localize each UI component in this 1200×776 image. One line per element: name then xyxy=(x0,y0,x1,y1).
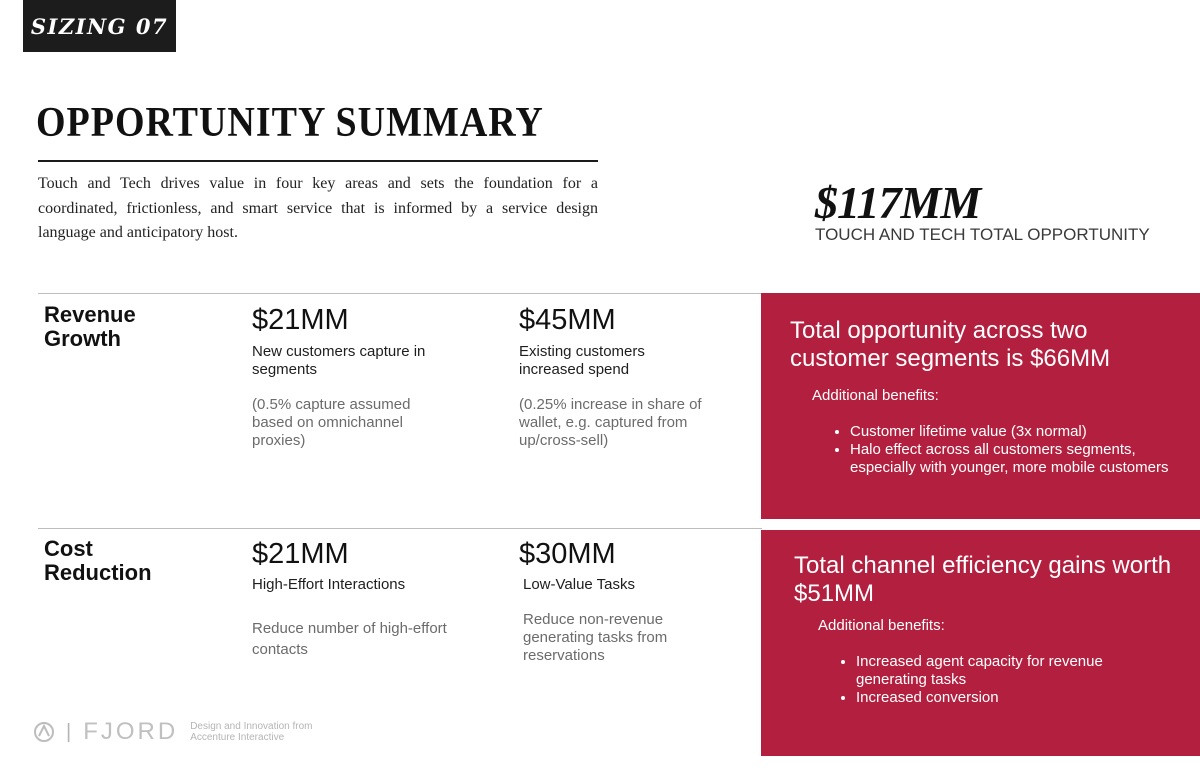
row-title-revenue-growth: Revenue Growth xyxy=(44,302,136,351)
footer-separator: | xyxy=(66,720,72,743)
cost-summary-panel xyxy=(761,530,1200,756)
row-divider xyxy=(38,528,762,529)
section-tag: SIZING 07 xyxy=(23,0,176,52)
benefit-item: • Increased agent capacity for revenue generating tasks xyxy=(856,653,1166,689)
metric-description: High-Effort Interactions xyxy=(252,576,406,593)
metric-value: $21MM xyxy=(252,538,349,570)
metric-description: Low-Value Tasks xyxy=(523,576,636,593)
metric-value: $45MM xyxy=(519,304,616,336)
metric-value: $30MM xyxy=(519,538,616,570)
metric-note: (0.25% increase in share of wallet, e.g. captured from up/cross-sell) xyxy=(519,396,702,449)
benefit-item: • Increased conversion xyxy=(856,689,1166,707)
panel-subheading: Additional benefits: xyxy=(812,387,939,404)
accenture-mark-icon xyxy=(34,722,54,742)
metric-note: Reduce number of high-effort contacts xyxy=(252,620,447,658)
panel-headline: Total channel efficiency gains worth $51MM xyxy=(794,552,1172,607)
panel-subheading: Additional benefits: xyxy=(818,617,945,634)
metric-description: New customers capture in segments xyxy=(252,343,426,378)
benefits-list xyxy=(836,653,1166,707)
footer-tagline: Design and Innovation from Accenture Interactive xyxy=(190,721,313,743)
total-opportunity-value: $117MM xyxy=(815,177,981,228)
page-title: OPPORTUNITY SUMMARY xyxy=(36,99,544,147)
metric-note: (0.5% capture assumed based on omnichannel proxies) xyxy=(252,396,411,449)
metric-description: Existing customers increased spend xyxy=(519,343,645,378)
revenue-summary-panel xyxy=(761,293,1200,519)
benefit-item: • Halo effect across all customers segments, especially with younger, more mobile customers xyxy=(850,441,1180,477)
intro-paragraph: Touch and Tech drives value in four key areas and sets the foundation for a coordinated, frictionless, and smart service that is informed by a service design language and anticipatory host. xyxy=(38,175,598,241)
row-divider xyxy=(38,293,762,294)
benefits-list xyxy=(830,423,1180,477)
panel-headline: Total opportunity across two customer segments is $66MM xyxy=(790,317,1111,372)
metric-value: $21MM xyxy=(252,304,349,336)
title-divider xyxy=(38,160,598,162)
total-opportunity-label: TOUCH AND TECH TOTAL OPPORTUNITY xyxy=(815,225,1150,244)
footer-logo xyxy=(34,718,320,746)
metric-note: Reduce non-revenue generating tasks from reservations xyxy=(523,611,668,664)
footer-brand: FJORD xyxy=(83,718,179,745)
benefit-item: • Customer lifetime value (3x normal) xyxy=(850,423,1180,441)
row-title-cost-reduction: Cost Reduction xyxy=(44,536,152,585)
